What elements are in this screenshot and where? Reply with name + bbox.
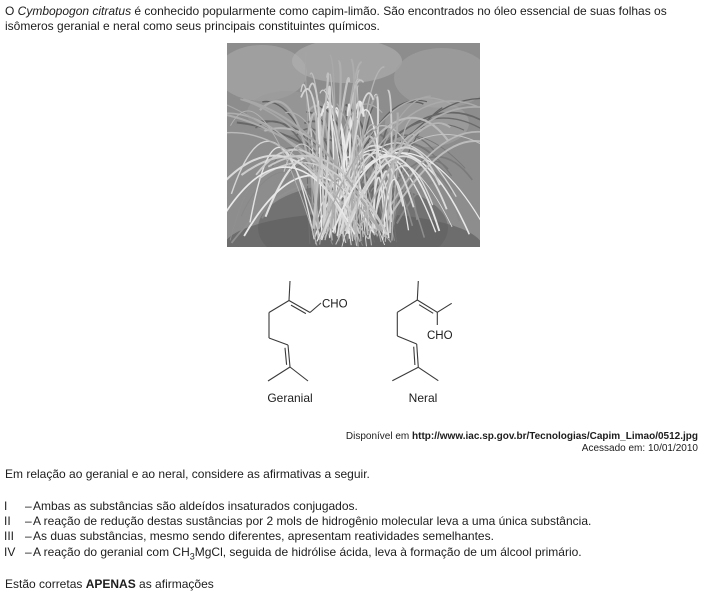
plant-photo <box>227 43 480 247</box>
intro-paragraph <box>5 4 713 34</box>
statement-numeral: III <box>4 529 15 544</box>
geranial-structure <box>258 274 358 386</box>
closing-bold: APENAS <box>85 577 136 591</box>
statement-text: A reação de redução destas sustâncias por 2 mols de hidrogênio molecular leva a uma única substância. <box>33 514 592 529</box>
statement-numeral: IV <box>4 544 16 559</box>
neral-label: Neral <box>408 391 438 405</box>
intro-lead: O <box>5 4 18 18</box>
attribution-line <box>346 431 698 443</box>
statement-text: Ambas as substâncias são aldeídos insaturados conjugados. <box>33 499 358 513</box>
subscript-3: 3 <box>189 551 195 561</box>
geranial-label: Geranial <box>267 391 313 405</box>
question-intro: Em relação ao geranial e ao neral, considere as afirmativas a seguir. <box>5 467 370 481</box>
statement-dash: – <box>25 499 32 513</box>
source-attribution <box>346 431 698 454</box>
geranial-cho-label: CHO <box>322 298 348 311</box>
closing-post: as afirmações <box>135 577 214 591</box>
lemongrass-photo-drawing <box>227 43 480 247</box>
statement-text <box>33 545 714 565</box>
statement-dash: – <box>25 544 32 559</box>
statement-item-3 <box>4 529 714 544</box>
statement-numeral: II <box>4 514 11 529</box>
statement-item-2 <box>4 514 714 529</box>
statement-dash: – <box>25 514 32 529</box>
closing-pre: Estão corretas <box>5 577 86 591</box>
geranial-bonds <box>268 281 321 381</box>
attribution-accessed: Acessado em: 10/01/2010 <box>581 442 698 454</box>
attribution-prefix: Disponível em <box>345 431 413 442</box>
closing-line <box>5 577 214 591</box>
statement-numeral: I <box>4 499 8 513</box>
neral-structure <box>388 274 478 386</box>
statement-item-4 <box>4 545 714 565</box>
neral-cho-label: CHO <box>427 330 453 342</box>
statement-text-post: MgCl, seguida de hidrólise ácida, leva à formação de um álcool primário. <box>194 544 582 559</box>
statement-text-pre: A reação do geranial com CH <box>33 544 190 559</box>
statement-text: As duas substâncias, mesmo sendo diferentes, apresentam reatividades semelhantes. <box>33 529 494 544</box>
intro-rest: é conhecido popularmente como capim-limão. São encontrados no óleo essencial de suas folhas os isômeros geranial e neral como seus principais constituintes químicos. <box>5 4 667 34</box>
attribution-url: http://www.iac.sp.gov.br/Tecnologias/Capim_Limao/0512.jpg <box>412 431 698 442</box>
statements-list <box>4 499 714 564</box>
statement-item-1 <box>4 499 714 514</box>
species-name: Cymbopogon citratus <box>17 4 132 18</box>
statement-dash: – <box>25 529 32 544</box>
